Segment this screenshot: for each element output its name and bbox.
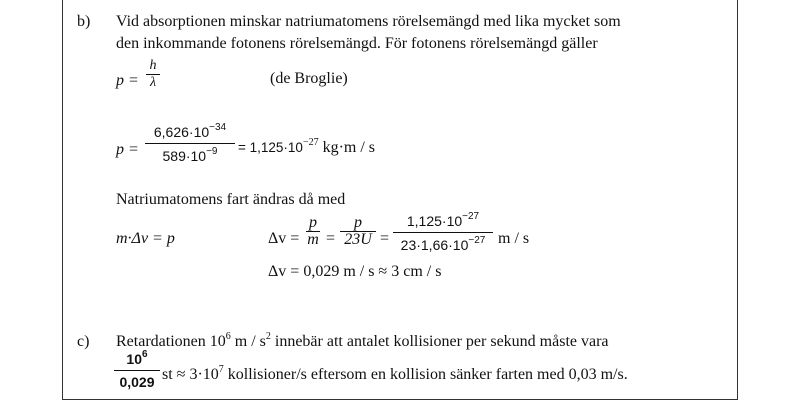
- speed-change-text: Natriumatomens fart ändras då med: [116, 191, 346, 208]
- equals-sign: =: [326, 230, 336, 247]
- h-symbol: h: [149, 58, 157, 73]
- velocity-unit: m / s: [498, 230, 530, 247]
- eq2-result-exp: −27: [302, 137, 319, 148]
- eq2-numerator: 6,626·10: [153, 124, 210, 140]
- delta-v-result: Δv = 0,029 m / s ≈ 3 cm / s: [268, 263, 442, 280]
- part-c-line-1: Retardationen $10^6$ m / $s^2$ innebär att antalet kollisioner per sekund måste vara: [116, 331, 609, 350]
- eq2-lhs: p =: [116, 141, 139, 158]
- delta-v-lhs: Δv =: [268, 230, 300, 247]
- h-over-lambda-fraction: [146, 58, 160, 91]
- p-over-23u-fraction: p 23U: [340, 215, 376, 248]
- p-over-m-fraction: p m: [307, 214, 319, 248]
- de-broglie-note: (de Broglie): [270, 70, 348, 87]
- collisions-fraction: $10^6$ 0,029: [114, 351, 160, 390]
- part-b-line-2: den inkommande fotonens rörelsemängd. För fotonens rörelsemängd gäller: [116, 35, 598, 52]
- lambda-symbol: λ: [149, 75, 157, 90]
- equals-sign: =: [380, 230, 390, 247]
- eq2-unit: kg·m / s: [318, 139, 376, 156]
- eq2-denominator-exp: −9: [206, 146, 218, 157]
- m-delta-v-equation: m·Δv = p: [116, 230, 175, 247]
- eq2-denominator: 589·10: [162, 148, 207, 164]
- eq2-numerator-exp: −34: [209, 122, 227, 133]
- numeric-velocity-fraction: $1,125\cdot 10^{-27}$ $23\cdot 1,66\cdot 10^{-27}$: [393, 213, 493, 256]
- part-c-label: c): [77, 333, 90, 350]
- p-equals: p =: [116, 72, 139, 89]
- fraction-bar: [393, 232, 493, 233]
- fraction-bar: [114, 370, 160, 371]
- part-b-line-1: Vid absorptionen minskar natriumatomens rörelsemängd med lika mycket som: [116, 13, 621, 30]
- eq2-result: = $1,125\cdot 10^{-27}$ kg·m / s: [238, 137, 376, 156]
- fraction-bar: [145, 143, 235, 144]
- part-b-label: b): [77, 13, 91, 30]
- momentum-fraction: [145, 124, 235, 167]
- part-c-line-2: st ≈ $3\cdot 10^7$ kollisioner/s eftersom en kollision sänker farten med 0,03 m/s.: [162, 364, 628, 383]
